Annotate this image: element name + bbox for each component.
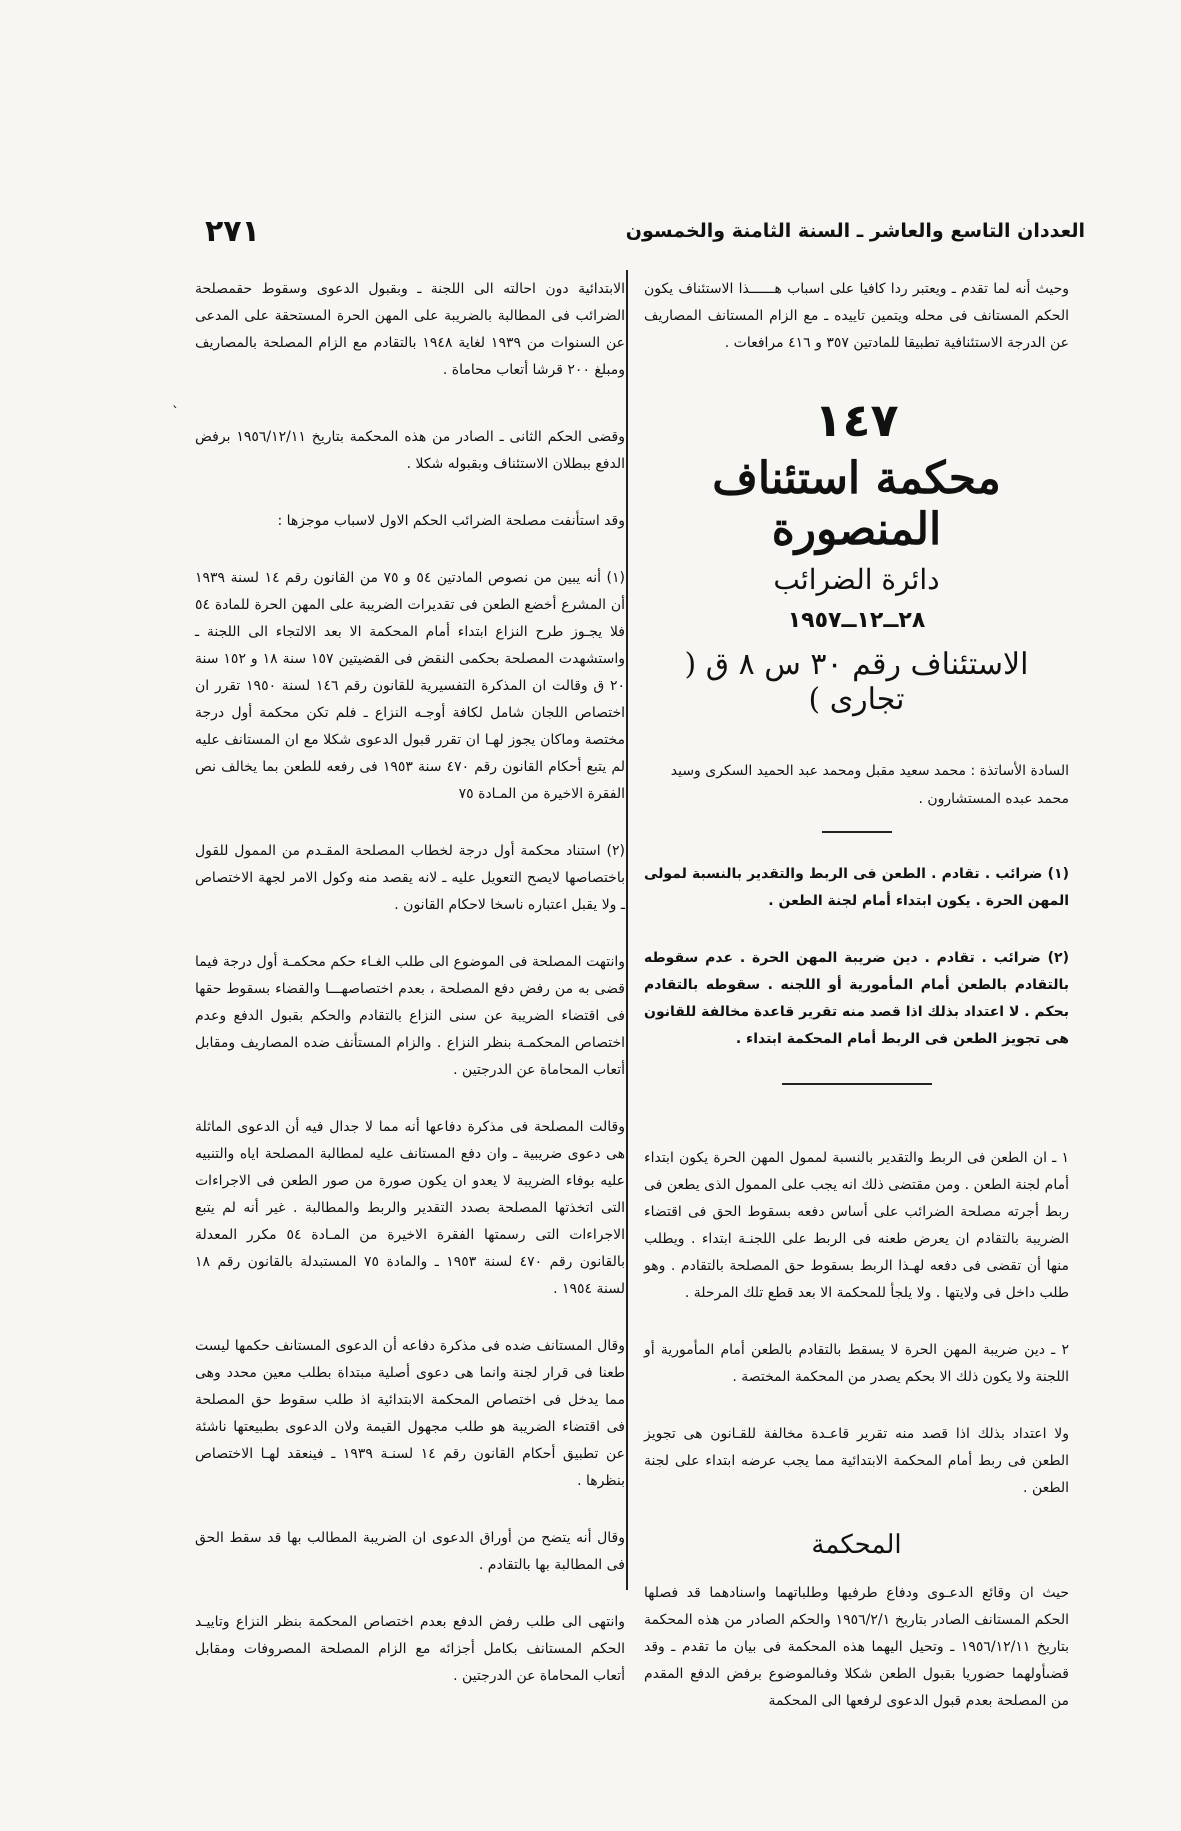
left-paragraph-10: وانتهى الى طلب رفض الدفع بعدم اختصاص المحكمة بنظر النزاع وتاييـد الحكم المستانف بكامل أجزائه مع الزام المصلحة المصروفات ومقابل أتعاب المحاماة عن الدرجتين .: [195, 1614, 625, 1684]
left-paragraph-4: (١) أنه يبين من نصوص المادتين ٥٤ و ٧٥ من القانون رقم ١٤ لسنة ١٩٣٩ أن المشرع أخضع الطعن فى تقديرات الضريبة على المهن الحرة للمادة ٥٤ فلا يجـوز طرح النزاع ابتداء أمام المحكمة الا بعد الالتجاء الى اللجنة ـ واستشهدت المصلحة بحكمى النقض فى القضيتين ١٥٧ سنة ١٨ و ١٥٢ سنة ٢٠ ق وقالت ان المذكرة التفسيرية للقانون رقم ١٤٦ لسنة ١٩٥٠ تقرر ان اختصاص اللجان شامل لكافة أوجـه النزاع ـ فلم تكن محكمة أول درجة مختصة وماكان يجوز لهـا ان تقرر قبول الدعوى شكلا مع ان المستانف عليه لم يتبع أحكام القانون رقم ٤٧٠ سنة ١٩٥٣ فى رفعه للطعن بما يخالف نص الفقرة الاخيرة من المـادة ٧٥: [195, 570, 626, 802]
case-number: ١٤٧: [814, 393, 899, 447]
left-paragraph-9: وقال أنه يتضح من أوراق الدعوى ان الضريبة المطالب بها قد سقط الحق فى المطالبة بها بالتقادم .: [195, 1530, 625, 1573]
headnote-1: (١) ضرائب . تقادم . الطعن فى الربط والتقدير بالنسبة لمولى المهن الحرة . يكون ابتداء أمام لجنة الطعن .: [644, 866, 1069, 909]
principle-2: ٢ ـ دين ضريبة المهن الحرة لا يسقط بالتقادم بالطعن أمام المأمورية أو اللجنة ولا يكون ذلك الا بحكم يصدر من المحكمة المختصة .: [644, 1342, 1069, 1385]
page-header: [205, 214, 1085, 254]
page-number: ٢٧١: [205, 214, 260, 249]
appeal-number: الاستئناف رقم ٣٠ س ٨ ق ( تجارى ): [684, 647, 1029, 717]
left-paragraph-1: الابتدائية دون احالته الى اللجنة ـ وبقبول الدعوى وسقوط حقمصلحة الضرائب فى المطالبة بالضريبة على المهن الحرة المستحقة على المدعى عن السنوات من ١٩٣٩ لغاية ١٩٤٨ بالتقادم مع الزام المصلحة بالمصاريف ومبلغ ٢٠٠ قرشا أتعاب محاماة .: [195, 281, 625, 378]
verdict-text: حيث ان وقائع الدعـوى ودفاع طرفيها وطلباتهما واسنادهما قد فصلها الحكم المستانف الصادر بتاريخ ١٩٥٦/٢/١ والحكم الصادر من هذه المحكمة بتاريخ ١٩٥٦/١٢/١١ ـ وتحيل اليهما هذه المحكمة فى بيان ما تقدم ـ وقد قضىأولهما حضوريا بقبول الطعن شكلا وفىالموضوع برفض الدفع المقدم من المصلحة بعدم قبول الدعوى لرفعها الى المحكمة: [644, 1585, 1070, 1709]
left-paragraph-8: وقال المستانف ضده فى مذكرة دفاعه أن الدعوى المستانف حكمها ليست طعنا فى قرار لجنة وانما هى دعوى أصلية مبتداة بطلب معين محدد وهى مما يدخل فى اختصاص المحكمة الابتدائية اذ طلب سقوط حق المصلحة فى اقتضاء الضريبة هو طلب مجهول القيمة ولان الدعوى بطبيعتها ناشئة عن تطبيق أحكام القانون رقم ١٤ لسنـة ١٩٣٩ ـ فينعقد لهـا الاختصاص بنظرها .: [195, 1338, 625, 1489]
intro-paragraph: وحيث أنه لما تقدم ـ ويعتبر ردا كافيا على اسباب هــــــذا الاستئناف يكون الحكم المستانف فى محله ويتمين تاييده ـ مع الزام المستانف المصاريف عن الدرجة الاستئنافية تطبيقا للمادتين ٣٥٧ و ٤١٦ مرافعات .: [644, 281, 1069, 351]
left-paragraph-5: (٢) استناد محكمة أول درجة لخطاب المصلحة المقـدم من الممول للقول باختصاصها لايصح التعويل عليه ـ لانه يقصد منه وكول الامر لجهة الاختصاص ـ ولا يقبل اعتباره ناسخا لاحكام القانون .: [195, 843, 625, 913]
right-column: [644, 276, 1070, 1709]
left-paragraph-2: وقضى الحكم الثانى ـ الصادر من هذه المحكمة بتاريخ ١٩٥٦/١٢/١١ برفض الدفع ببطلان الاستئناف وبقبوله شكلا .: [195, 429, 625, 472]
margin-mark: ˋ: [172, 405, 179, 421]
left-paragraph-7: وقالت المصلحة فى مذكرة دفاعها أنه مما لا جدال فيه أن الدعوى الماثلة هى دعوى ضريبية ـ وان دفع المستانف عليه لمطالبة المصلحة اياه والتنبيه عليه بوفاء الضريبة لا يعدو ان يكون صورة من صور الطعن فى الاجراءات التى اتخذتها المصلحة بصدد التقدير والربط والمطالبة . غير أنه لم يتبع الاجراءات التى رسمتها الفقرة الاخيرة من المـادة ٥٤ مكرر المعدلة بالقانون رقم ٤٧٠ لسنة ١٩٥٣ ـ والمادة ٧٥ المستبدلة بالقانون رقم ١٨ لسنة ١٩٥٤ .: [195, 1119, 625, 1297]
principle-3: ولا اعتداد بذلك اذا قصد منه تقرير قاعـدة مخالفة للقـانون هى تجويز الطعن فى ربط أمام المحكمة الابتدائية مما يجب عرضه ابتداء على لجنة الطعن .: [644, 1426, 1069, 1496]
principle-1: ١ ـ ان الطعن فى الربط والتقدير بالنسبة لممول المهن الحرة يكون ابتداء أمام لجنة الطعن . ومن مقتضى ذلك انه يجب على الممول الذى يطعن فى ربط أجرته مصلحة الضرائب على أساس دفعه بسقوط الحق فى اقتضاء الضريبة بالتقادم ان يعرض طعنه فى الربط على اللجنـة ابتداء . ويطلب منها أن تقضى فى دفعه لهـذا الربط بسقوط حق المصلحة بالتقادم . وهو طلب داخل فى ولايتها . ولا يلجأ للمحكمة الا بعد قطع تلك المرحلة .: [644, 1150, 1069, 1301]
left-paragraph-6: وانتهت المصلحة فى الموضوع الى طلب الغـاء حكم محكمـة أول درجة فيما قضى به من رفض دفع المصلحة ، بعدم اختصاصهـــا والقضاء بسقوط حقها فى اقتضاء الضريبة عن سنى النزاع بالتقادم والحكم بقبول الدفع وعدم اختصاص المحكمـة بنظر النزاع . والزام المستأنف ضده المصاريف ومقابل أتعاب المحاماة عن الدرجتين .: [195, 954, 625, 1078]
headnotes: [644, 861, 1069, 1053]
headnote-2: (٢) ضرائب . تقادم . دين ضريبة المهن الحرة . عدم سقوطه بالتقادم بالطعن أمام المأمورية أو اللجنه . سقوطه بالتقادم بحكم . لا اعتداد بذلك اذا قصد منه تقرير قاعدة مخالفة للقانون هى تجويز الطعن فى الربط أمام المحكمة ابتداء .: [644, 950, 1069, 1047]
long-rule: [782, 1083, 932, 1085]
judges-line: السادة الأساتذة : محمد سعيد مقبل ومحمد عبد الحميد السكرى وسيد محمد عبده المستشارون .: [670, 763, 1069, 807]
running-title: العددان التاسع والعاشر ـ السنة الثامنة والخمسون: [625, 220, 1085, 242]
column-divider: [626, 270, 628, 1590]
judgment-date: ٢٨ــ١٢ــ١٩٥٧: [787, 608, 926, 633]
left-paragraph-3: وقد استأنفت مصلحة الضرائب الحكم الاول لاسباب موجزها :: [277, 513, 625, 529]
court-name: محكمة استئناف المنصورة: [712, 453, 1001, 555]
verdict-heading: المحكمة: [811, 1530, 902, 1560]
left-column: [195, 276, 626, 1684]
department: دائرة الضرائب: [773, 563, 940, 596]
short-rule: [822, 831, 892, 833]
